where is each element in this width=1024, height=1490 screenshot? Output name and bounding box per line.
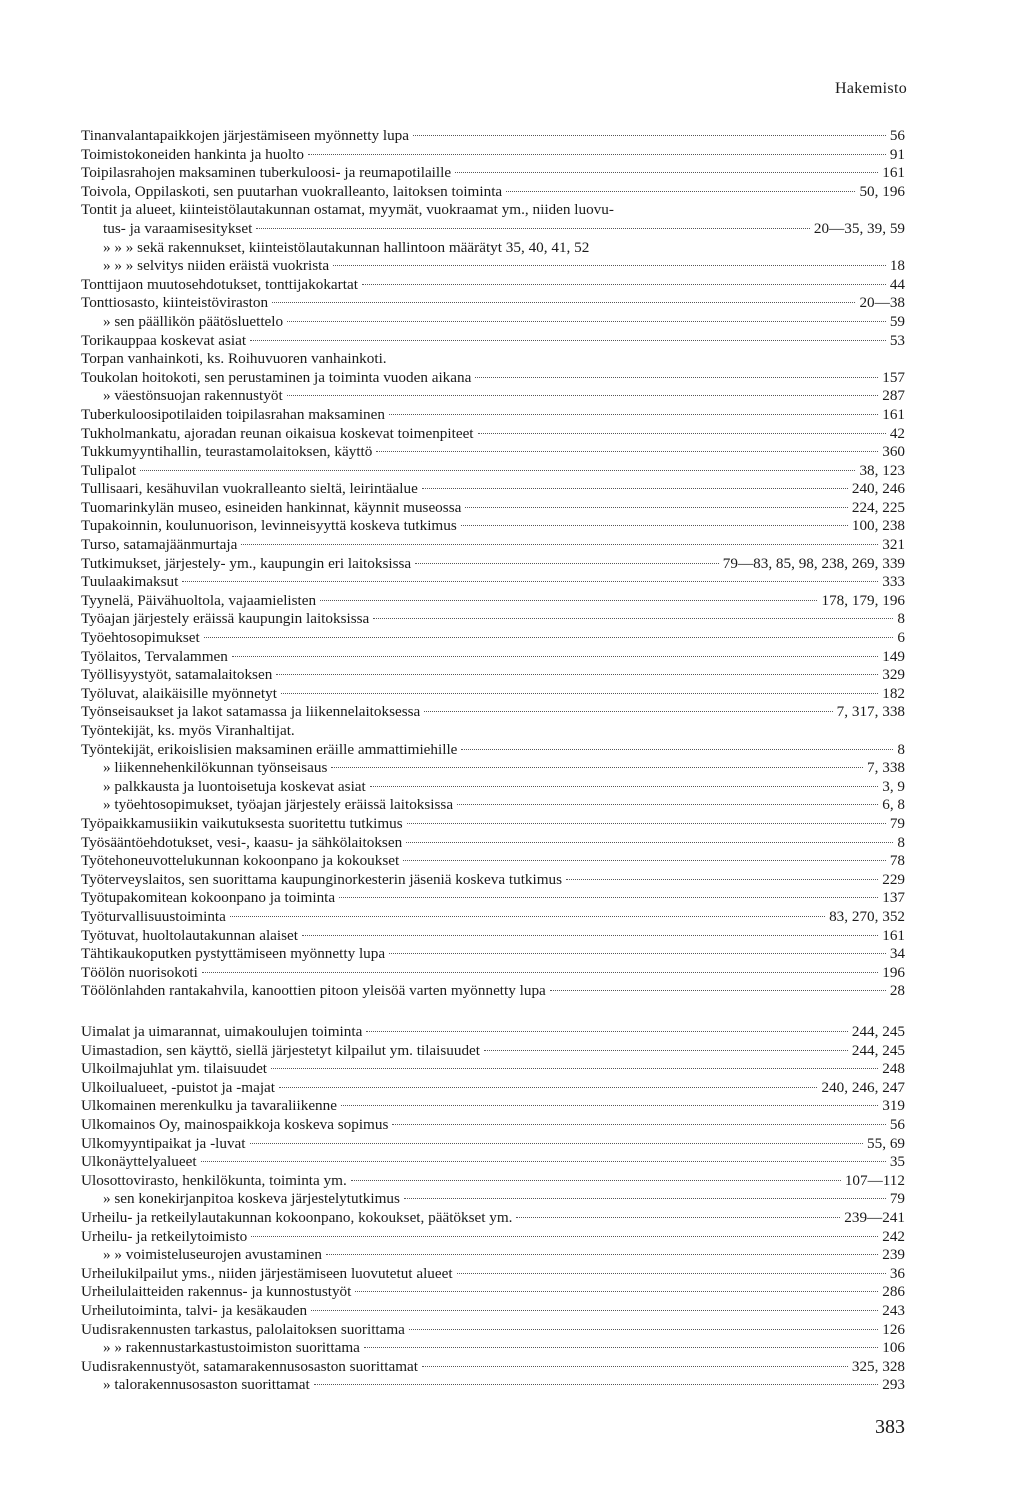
entry-pages: 242 — [882, 1227, 905, 1245]
dot-leader — [333, 265, 886, 266]
dot-leader — [320, 600, 817, 601]
dot-leader — [373, 618, 893, 619]
index-entry — [81, 369, 905, 388]
dot-leader — [389, 953, 886, 954]
entry-pages: 55, 69 — [867, 1134, 905, 1152]
entry-pages: 79 — [889, 814, 905, 832]
entry-text: » sen päällikön päätösluettelo — [103, 312, 284, 330]
entry-text: Urheilulaitteiden rakennus- ja kunnostustyöt — [81, 1283, 352, 1301]
dot-leader — [415, 563, 719, 564]
dot-leader — [140, 470, 855, 471]
dot-leader — [351, 1180, 841, 1181]
index-entry — [81, 220, 905, 239]
entry-pages: 20—38 — [859, 294, 905, 312]
entry-text: Työntekijät, ks. myös Viranhaltijat. — [81, 722, 295, 739]
dot-leader — [364, 1347, 878, 1348]
entry-pages: 79 — [889, 1190, 905, 1208]
dot-leader — [550, 990, 886, 991]
entry-text: Tupakoinnin, koulunuorison, levinneisyyttä koskeva tutkimus — [81, 517, 457, 535]
index-entry — [81, 1358, 905, 1377]
entry-text: Työluvat, alaikäisille myönnetyt — [81, 684, 277, 702]
entry-pages: 56 — [889, 1115, 905, 1133]
index-entry — [81, 908, 905, 927]
dot-leader — [287, 321, 886, 322]
entry-pages: 6, 8 — [882, 796, 905, 814]
dot-leader — [232, 656, 878, 657]
index-entry — [81, 1135, 905, 1154]
entry-text: Tulipalot — [81, 461, 137, 479]
entry-pages: 157 — [882, 368, 905, 386]
entry-text: Tukholmankatu, ajoradan reunan oikaisua koskevat toimenpiteet — [81, 424, 474, 442]
entry-pages: 44 — [889, 275, 905, 293]
dot-leader — [302, 935, 878, 936]
dot-leader — [314, 1384, 879, 1385]
entry-text: Uudisrakennusten tarkastus, palolaitoksen suorittama — [81, 1320, 405, 1338]
dot-leader — [461, 525, 848, 526]
entry-text: Tyynelä, Päivähuoltola, vajaamielisten — [81, 591, 317, 609]
dot-leader — [506, 191, 855, 192]
entry-pages: 286 — [882, 1283, 905, 1301]
index-entry — [81, 1339, 905, 1358]
entry-pages: 229 — [882, 870, 905, 888]
dot-leader — [272, 302, 855, 303]
entry-text: Työtehoneuvottelukunnan kokoonpano ja kokoukset — [81, 852, 400, 870]
entry-text: » » » selvitys niiden eräistä vuokrista — [103, 257, 330, 275]
index-entry — [81, 536, 905, 555]
entry-pages: 360 — [882, 443, 905, 461]
index-entry — [81, 443, 905, 462]
entry-pages: 107—112 — [844, 1171, 905, 1189]
entry-text: Töölönlahden rantakahvila, kanoottien pitoon yleisöä varten myönnetty lupa — [81, 982, 546, 1000]
dot-leader — [276, 674, 878, 675]
entry-pages: 161 — [882, 926, 905, 944]
entry-text: Turso, satamajäänmurtaja — [81, 536, 238, 554]
index-entry — [81, 1190, 905, 1209]
entry-pages: 293 — [882, 1376, 905, 1394]
dot-leader — [230, 916, 825, 917]
index-entry — [81, 257, 905, 276]
entry-text: Tuomarinkylän museo, esineiden hankinnat, käynnit museossa — [81, 498, 462, 516]
index-entry — [81, 499, 905, 518]
entry-pages: 78 — [889, 852, 905, 870]
dot-leader — [271, 1068, 878, 1069]
entry-pages: 137 — [882, 889, 905, 907]
entry-pages: 248 — [882, 1060, 905, 1078]
entry-text: Työntekijät, erikoislisien maksaminen eräille ammattimiehille — [81, 740, 458, 758]
index-entry — [81, 313, 905, 332]
index-entry — [81, 666, 905, 685]
dot-leader — [204, 637, 894, 638]
entry-text: Urheilu- ja retkeilylautakunnan kokoonpano, kokoukset, päätökset ym. — [81, 1208, 513, 1226]
index-entry — [81, 852, 905, 871]
index-entry — [81, 201, 905, 220]
index-block-t — [81, 127, 905, 1001]
dot-leader — [392, 1124, 885, 1125]
dot-leader — [404, 1198, 886, 1199]
dot-leader — [182, 581, 878, 582]
entry-pages: 7, 317, 338 — [836, 703, 905, 721]
entry-text: Ulkomainos Oy, mainospaikkoja koskeva sopimus — [81, 1115, 389, 1133]
dot-leader — [457, 1273, 886, 1274]
entry-text: » väestönsuojan rakennustyöt — [103, 387, 283, 405]
index-entry — [81, 350, 905, 369]
entry-text: Urheilutoiminta, talvi- ja kesäkauden — [81, 1301, 308, 1319]
entry-text: Tonttijaon muutosehdotukset, tonttijakokartat — [81, 275, 358, 293]
entry-text: Työsääntöehdotukset, vesi-, kaasu- ja sähkölaitoksen — [81, 833, 403, 851]
index-entry — [81, 964, 905, 983]
index-entry — [81, 480, 905, 499]
entry-text: » liikennehenkilökunnan työnseisaus — [103, 759, 328, 777]
entry-pages: 18 — [889, 257, 905, 275]
dot-leader — [250, 340, 886, 341]
index-entry — [81, 871, 905, 890]
index-entry — [81, 796, 905, 815]
entry-pages: 53 — [889, 331, 905, 349]
index-entry — [81, 1060, 905, 1079]
index-entry — [81, 1376, 905, 1395]
entry-pages: 6 — [897, 629, 905, 647]
dot-leader — [413, 135, 886, 136]
dot-leader — [201, 1161, 886, 1162]
entry-text: Työlaitos, Tervalammen — [81, 647, 228, 665]
entry-text: Tuulaakimaksut — [81, 573, 179, 591]
entry-text: Ulosottovirasto, henkilökunta, toiminta ym. — [81, 1171, 347, 1189]
entry-text: Töölön nuorisokoti — [81, 963, 198, 981]
entry-pages: 59 — [889, 312, 905, 330]
index-entry — [81, 834, 905, 853]
entry-pages: 91 — [889, 145, 905, 163]
index-entry — [81, 332, 905, 351]
entry-pages: 243 — [882, 1301, 905, 1319]
entry-pages: 50, 196 — [859, 182, 905, 200]
index-entry — [81, 1209, 905, 1228]
index-entry — [81, 778, 905, 797]
index-entry — [81, 555, 905, 574]
index-entry — [81, 1023, 905, 1042]
dot-leader — [424, 711, 832, 712]
index-entry — [81, 146, 905, 165]
index-entry — [81, 1079, 905, 1098]
entry-text: Tuberkuloosipotilaiden toipilasrahan maksaminen — [81, 405, 385, 423]
entry-text: Työturvallisuustoiminta — [81, 907, 226, 925]
entry-text: Tontit ja alueet, kiinteistölautakunnan ostamat, myymät, vuokraamat ym., niiden luovu- — [81, 201, 614, 219]
entry-pages: 7, 338 — [867, 759, 905, 777]
dot-leader — [389, 414, 878, 415]
entry-text: Ulkoilmajuhlat ym. tilaisuudet — [81, 1060, 268, 1078]
index-entry — [81, 1265, 905, 1284]
dot-leader — [457, 804, 878, 805]
entry-text: Toivola, Oppilaskoti, sen puutarhan vuokralleanto, laitoksen toiminta — [81, 182, 503, 200]
index-entry — [81, 629, 905, 648]
index-entry — [81, 945, 905, 964]
entry-pages: 100, 238 — [851, 517, 905, 535]
entry-pages: 178, 179, 196 — [821, 591, 905, 609]
dot-leader — [407, 823, 886, 824]
entry-pages: 8 — [897, 833, 905, 851]
entry-text: » » » sekä rakennukset, kiinteistölautakunnan hallintoon määrätyt 35, 40, 41, 52 — [103, 238, 590, 256]
dot-leader — [256, 228, 810, 229]
entry-pages: 56 — [889, 127, 905, 144]
entry-pages: 20—35, 39, 59 — [813, 219, 905, 237]
entry-pages: 240, 246, 247 — [821, 1078, 905, 1096]
entry-pages: 244, 245 — [851, 1023, 905, 1040]
entry-pages: 321 — [882, 536, 905, 554]
entry-text: Torpan vanhainkoti, ks. Roihuvuoren vanhainkoti. — [81, 350, 387, 368]
entry-pages: 239 — [882, 1246, 905, 1264]
dot-leader — [484, 1050, 848, 1051]
index-entry — [81, 610, 905, 629]
dot-leader — [376, 451, 878, 452]
index-entry — [81, 164, 905, 183]
entry-pages: 36 — [889, 1264, 905, 1282]
entry-pages: 161 — [882, 164, 905, 182]
entry-text: » » rakennustarkastustoimiston suorittama — [103, 1339, 360, 1357]
entry-pages: 319 — [882, 1097, 905, 1115]
entry-text: Toipilasrahojen maksaminen tuberkuloosi- ja reumapotilaille — [81, 164, 452, 182]
index-entry — [81, 722, 905, 741]
entry-text: Uimalat ja uimarannat, uimakoulujen toiminta — [81, 1023, 363, 1040]
entry-text: » talorakennusosaston suorittamat — [103, 1376, 310, 1394]
entry-pages: 35 — [889, 1153, 905, 1171]
entry-text: Ulkomyyntipaikat ja -luvat — [81, 1134, 246, 1152]
index-entry — [81, 648, 905, 667]
entry-text: Tutkimukset, järjestely- ym., kaupungin eri laitoksissa — [81, 554, 412, 572]
entry-pages: 240, 246 — [851, 480, 905, 498]
index-entry — [81, 759, 905, 778]
dot-leader — [370, 786, 878, 787]
index-entry — [81, 517, 905, 536]
entry-text: Tähtikaukoputken pystyttämiseen myönnetty lupa — [81, 945, 386, 963]
entry-text: Työtupakomitean kokoonpano ja toiminta — [81, 889, 336, 907]
dot-leader — [409, 1329, 878, 1330]
index-entry — [81, 1321, 905, 1340]
dot-leader — [326, 1254, 878, 1255]
entry-pages: 8 — [897, 610, 905, 628]
entry-pages: 149 — [882, 647, 905, 665]
dot-leader — [455, 172, 878, 173]
entry-text: Työehtosopimukset — [81, 629, 200, 647]
dot-leader — [241, 544, 878, 545]
entry-text: Työajan järjestely eräissä kaupungin laitoksissa — [81, 610, 370, 628]
index-entry — [81, 1153, 905, 1172]
dot-leader — [308, 154, 886, 155]
entry-text: Toukolan hoitokoti, sen perustaminen ja toiminta vuoden aikana — [81, 368, 472, 386]
entry-pages: 38, 123 — [859, 461, 905, 479]
index-entry — [81, 1116, 905, 1135]
dot-leader — [403, 860, 886, 861]
entry-text: Työterveyslaitos, sen suorittama kaupunginorkesterin jäseniä koskeva tutkimus — [81, 870, 563, 888]
dot-leader — [422, 1366, 848, 1367]
index-entry — [81, 685, 905, 704]
entry-text: Työtuvat, huoltolautakunnan alaiset — [81, 926, 298, 944]
dot-leader — [311, 1310, 878, 1311]
entry-pages: 329 — [882, 666, 905, 684]
entry-text: Uimastadion, sen käyttö, siellä järjestetyt kilpailut ym. tilaisuudet — [81, 1041, 481, 1059]
dot-leader — [366, 1031, 848, 1032]
entry-text: » palkkausta ja luontoisetuja koskevat asiat — [103, 777, 366, 795]
index-entry — [81, 741, 905, 760]
entry-text: Urheilu- ja retkeilytoimisto — [81, 1227, 248, 1245]
dot-leader — [281, 693, 878, 694]
entry-text: Uudisrakennustyöt, satamarakennusosaston suorittamat — [81, 1357, 419, 1375]
entry-text: Ulkoilualueet, -puistot ja -majat — [81, 1078, 276, 1096]
index-entry — [81, 573, 905, 592]
index-entry — [81, 1042, 905, 1061]
entry-pages: 79—83, 85, 98, 238, 269, 339 — [722, 554, 905, 572]
index-entry — [81, 592, 905, 611]
index-entry — [81, 703, 905, 722]
dot-leader — [362, 284, 886, 285]
entry-text: Ulkonäyttelyalueet — [81, 1153, 197, 1171]
entry-text: » sen konekirjanpitoa koskeva järjestelytutkimus — [103, 1190, 400, 1208]
entry-pages: 42 — [889, 424, 905, 442]
dot-leader — [475, 377, 878, 378]
dot-leader — [331, 767, 863, 768]
dot-leader — [250, 1143, 864, 1144]
entry-text: Tonttiosasto, kiinteistöviraston — [81, 294, 269, 312]
index-entry — [81, 127, 905, 146]
entry-pages: 3, 9 — [882, 777, 905, 795]
index-entry — [81, 425, 905, 444]
entry-pages: 333 — [882, 573, 905, 591]
index-entry — [81, 1172, 905, 1191]
dot-leader — [465, 507, 848, 508]
entry-text: Tukkumyyntihallin, teurastamolaitoksen, käyttö — [81, 443, 373, 461]
entry-pages: 196 — [882, 963, 905, 981]
entry-pages: 244, 245 — [851, 1041, 905, 1059]
entry-text: » työehtosopimukset, työajan järjestely eräissä laitoksissa — [103, 796, 454, 814]
dot-leader — [341, 1105, 878, 1106]
entry-text: Toimistokoneiden hankinta ja huolto — [81, 145, 304, 163]
entry-text: Työllisyystyöt, satamalaitoksen — [81, 666, 273, 684]
entry-pages: 34 — [889, 945, 905, 963]
dot-leader — [355, 1291, 878, 1292]
dot-leader — [461, 749, 893, 750]
page-number: 383 — [875, 1416, 905, 1438]
dot-leader — [478, 433, 886, 434]
index-block-u — [81, 1023, 905, 1395]
dot-leader — [202, 972, 878, 973]
index-entry — [81, 815, 905, 834]
index-entry — [81, 1228, 905, 1247]
entry-pages: 239—241 — [844, 1208, 905, 1226]
dot-leader — [422, 488, 848, 489]
entry-text: Työnseisaukset ja lakot satamassa ja liikennelaitoksessa — [81, 703, 421, 721]
entry-pages: 325, 328 — [851, 1357, 905, 1375]
dot-leader — [287, 395, 879, 396]
index-entry — [81, 1097, 905, 1116]
index-entry — [81, 1302, 905, 1321]
index-entry — [81, 294, 905, 313]
dot-leader — [251, 1236, 878, 1237]
entry-pages: 83, 270, 352 — [829, 907, 905, 925]
entry-pages: 106 — [882, 1339, 905, 1357]
index-entry — [81, 889, 905, 908]
entry-pages: 224, 225 — [851, 498, 905, 516]
entry-pages: 8 — [897, 740, 905, 758]
index-entry — [81, 239, 905, 258]
entry-pages: 161 — [882, 405, 905, 423]
entry-pages: 28 — [889, 982, 905, 1000]
entry-pages: 182 — [882, 684, 905, 702]
entry-text: Torikauppaa koskevat asiat — [81, 331, 247, 349]
entry-text: Tinanvalantapaikkojen järjestämiseen myönnetty lupa — [81, 127, 409, 144]
entry-text: Urheilukilpailut yms., niiden järjestämiseen luovutetut alueet — [81, 1264, 453, 1282]
index-entry — [81, 927, 905, 946]
dot-leader — [406, 842, 893, 843]
dot-leader — [516, 1217, 840, 1218]
index-entry — [81, 406, 905, 425]
index-entry — [81, 1246, 905, 1265]
index-entry — [81, 1283, 905, 1302]
index-entry — [81, 387, 905, 406]
index-entry — [81, 183, 905, 202]
index-entry — [81, 276, 905, 295]
entry-pages: 126 — [882, 1320, 905, 1338]
dot-leader — [339, 897, 878, 898]
entry-text: » » voimisteluseurojen avustaminen — [103, 1246, 322, 1264]
dot-leader — [566, 879, 878, 880]
index-entry — [81, 462, 905, 481]
entry-text: Työpaikkamusiikin vaikutuksesta suoritettu tutkimus — [81, 814, 403, 832]
entry-text: Ulkomainen merenkulku ja tavaraliikenne — [81, 1097, 337, 1115]
index-entry — [81, 982, 905, 1001]
page-header-title: Hakemisto — [834, 80, 907, 97]
dot-leader — [279, 1087, 817, 1088]
entry-text: Tullisaari, kesähuvilan vuokralleanto sieltä, leirintäalue — [81, 480, 418, 498]
entry-pages: 287 — [882, 387, 905, 405]
entry-text: tus- ja varaamisesitykset — [103, 219, 253, 237]
